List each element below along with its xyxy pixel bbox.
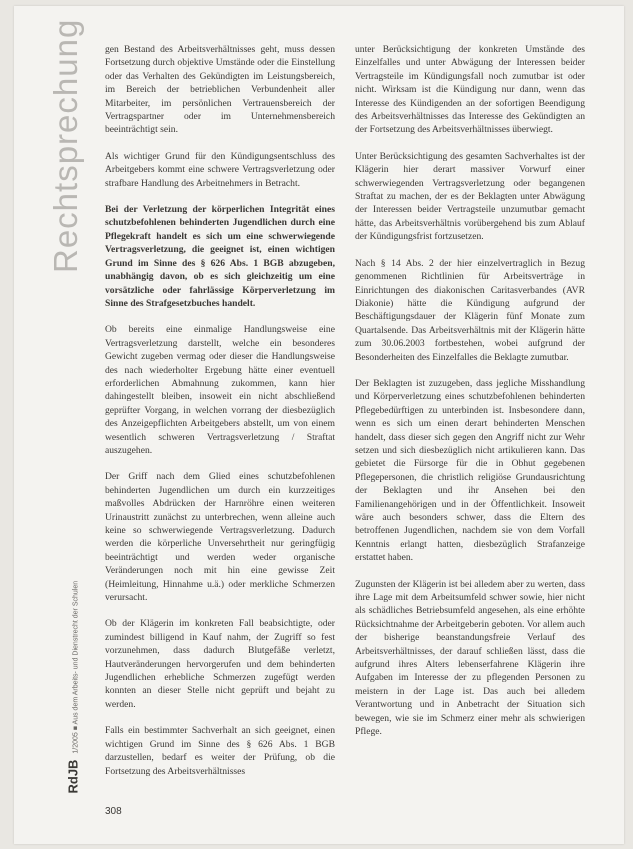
document-page [14,6,624,844]
section-title-vertical [20,18,108,276]
journal-rail [58,566,88,806]
right-column [355,43,585,752]
paragraph: Zugunsten der Klägerin ist bei alledem aber zu werten, dass ihre Lage mit dem Arbeitsumfeld schwer sowie, hier nicht als schädliches Betriebsumfeld angesehen, als eine erhöhte Rücksichtnahme der Arbeitgeberin geboten. Vor allem auch der bisherige beanstandungsfreie Verlauf des Arbeitsverhältnisses, der darauf schließen lässt, dass die aufgrund ihres Alters lebenserfahrene Klägerin ihre Aufgaben im Interesse der zu pflegenden Personen zu meistern in der Lage ist. Das auch bei alledem Verantwortung und in Anbetracht der Situation sich bewegen, wie sie im Schmerz einer mehr als schwierigen Pflege. [355,578,585,738]
page-number: 308 [105,806,122,817]
paragraph: Ob bereits eine einmalige Handlungsweise eine Vertragsverletzung darstellt, welche ein besonderes Gewicht zugeben vermag oder dieser die Handlungsweise des nach wiederholter Ergebung hätte einer eventuell erforderlichen Abmahnung zukommen, kann hier dahingestellt bleiben, insoweit ein nicht abschließend geprüfter Vorgang, in welchen vorrang der diesbezüglich des Anzeigepflichten Arbeitgebers abstellt, um von einem wesentlich schweren Vertragsverletzung / Straftat auszugehen. [105,324,335,456]
paragraph-bold: Bei der Verletzung der körperlichen Integrität eines schutzbefohlenen behinderten Jugendlichen durch eine Pflegekraft handelt es sich um eine schwerwiegende Vertragsverletzung, die geeignet ist, einen wichtigen Grund im Sinne des § 626 Abs. 1 BGB abzugeben, unabhängig davon, ob es sich gleichzeitig um eine vorsätzliche oder fahrlässige Körperverletzung im Sinne des Strafgesetzbuches handelt. [105,204,335,309]
paragraph: Der Beklagten ist zuzugeben, dass jegliche Misshandlung und Körperverletzung eines schutzbefohlenen behinderten Pflegebedürftigen zu unterbinden ist. Insbesondere dann, wenn es sich um einen derart behinderten Menschen handelt, dass dieser sich gegen den Angriff nicht zur Wehr setzen und sich diesbezüglich nicht artikulieren kann. Das gebietet die Fürsorge für die in Obhut gegebenen Pflegepersonen, die christlich religiöse Grundausrichtung der Beklagten und ihr Ansehen bei den Familienangehörigen und in der Öffentlichkeit. Insoweit wäre auch besonders schwer, dass die Eltern des betroffenen Jugendlichen, nachdem sie von dem Vorfall Kenntnis erlangt hatten, diesbezüglich Strafanzeige erstattet haben. [355,377,585,564]
paragraph: Als wichtiger Grund für den Kündigungsentschluss des Arbeitgebers kommt eine schwere Vertragsverletzung oder strafbare Handlung des Arbeitnehmers in Betracht. [105,150,335,189]
paragraph: Ob der Klägerin im konkreten Fall beabsichtigte, oder zumindest billigend in Kauf nahm, der Zugriff so fest vorzunehmen, dass dadurch Blutgefäße verletzt, Hautveränderungen hervorgerufen und dem behinderten Jugendlichen erhebliche Schmerzen zugefügt werden konnten an dieser Stelle nicht geprüft und bejaht zu werden. [105,618,335,710]
paragraph: Unter Berücksichtigung des gesamten Sachverhaltes ist der Klägerin hier derart massiver Vorwurf einer schwerwiegenden Vertragsverletzung oder begangenen Straftat zu machen, der es der Beklagten unter Abwägung der Interessen beider Vertragsteile unzumutbar gemacht hätte, das Arbeitsverhältnis vorübergehend bis zum Ablauf der Kündigungsfrist fortzusetzen. [355,150,585,243]
paragraph: unter Berücksichtigung der konkreten Umstände des Einzelfalles und unter Abwägung der Interessen beider Vertragsteile im Kündigungsfall noch zumutbar ist oder nicht. Wirksam ist die Kündigung nur dann, wenn das Interesse des Kündigenden an der sofortigen Beendigung des Arbeitsverhältnisses das Interesse des Gekündigten an der Fortsetzung des Arbeitsverhältnisses überwiegt. [355,44,585,136]
section-title: Rechtsprechung [47,18,84,273]
left-column [105,43,335,791]
journal-info [66,564,81,794]
journal-logo: RdJB [65,759,81,794]
paragraph: Falls ein bestimmter Sachverhalt an sich geeignet, einen wichtigen Grund im Sinne des § 626 Abs. 1 BGB darzustellen, bedarf es weiter der Prüfung, ob die Fortsetzung des Arbeitsverhältnisses [105,725,335,777]
paragraph: Nach § 14 Abs. 2 der hier einzelvertraglich in Bezug genommenen Richtlinien für Arbeitsverträge in Einrichtungen des diakonischen Caritasverbandes (AVR Diakonie) hätte die Kündigung aufgrund der Beschäftigungsdauer der Klägerin fünf Monate zum Quartalsende. Das Arbeitsverhältnis mit der Klägerin hätte zum 30.06.2003 fortbestehen, wobei aufgrund der Besonderheiten des Einzelfalles die Beklagte zumutbar. [355,257,585,363]
journal-issue: 1/2005 ■ Aus dem Arbeits- und Dienstrecht der Schulen [72,580,80,754]
paragraph: gen Bestand des Arbeitsverhältnisses geht, muss dessen Fortsetzung durch objektive Umstände oder die Einstellung oder das Verhalten des Gekündigten im Leistungsbereich, im Bereich der betrieblichen Verbundenheit aller Mitarbeiter, im persönlichen Vertrauensbereich der Vertragspartner oder im Unternehmensbereich beeinträchtigt sein. [105,44,335,136]
paragraph: Der Griff nach dem Glied eines schutzbefohlenen behinderten Jugendlichen um durch ein kurzzeitiges maßvolles Abdrücken der Harnröhre einen weiteren Urinaustritt zunächst zu unterbrechen, wenn alleine auch keine so schwerwiegende Vertragsverletzung. Dadurch werden die körperliche Unversehrtheit nur geringfügig beeinträchtigt und werden weder organische Veränderungen noch mit hin eine gewisse Zeit (Heimleitung, Hinnahme u.ä.) oder merkliche Schmerzen verursacht. [105,471,335,604]
